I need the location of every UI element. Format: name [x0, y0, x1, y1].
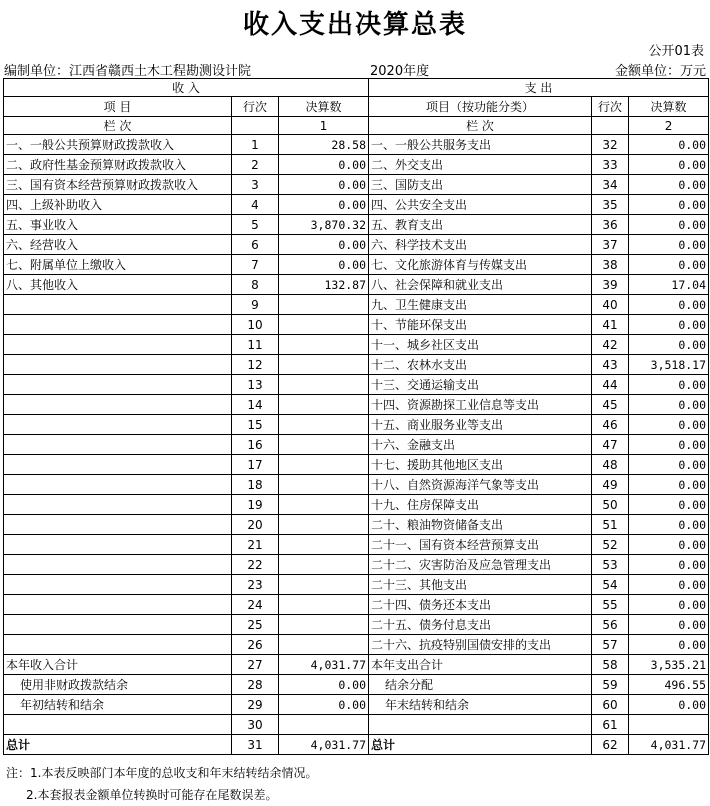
- expense-line-cell: 38: [592, 255, 629, 275]
- expense-item-cell: 八、社会保障和就业支出: [369, 275, 592, 295]
- expense-item-cell: 二十四、债务还本支出: [369, 595, 592, 615]
- income-item-cell: [4, 475, 232, 495]
- expense-amount-cell: 0.00: [629, 175, 709, 195]
- expense-line-cell: 52: [592, 535, 629, 555]
- expense-line-cell: 33: [592, 155, 629, 175]
- table-row: [4, 335, 709, 355]
- income-item-cell: [4, 415, 232, 435]
- income-item-cell: 本年收入合计: [4, 655, 232, 675]
- expense-line-header: 行次: [592, 97, 629, 117]
- table-row: [4, 195, 709, 215]
- expense-item-cell: 三、国防支出: [369, 175, 592, 195]
- income-amount-cell: 0.00: [279, 155, 369, 175]
- income-amount-cell: 28.58: [279, 135, 369, 155]
- expense-line-cell: 44: [592, 375, 629, 395]
- expense-item-cell: 二十五、债务付息支出: [369, 615, 592, 635]
- expense-item-cell: 六、科学技术支出: [369, 235, 592, 255]
- table-row: [4, 675, 709, 695]
- income-line-cell: 29: [232, 695, 279, 715]
- compiling-unit: 编制单位：江西省赣西土木工程勘测设计院: [4, 64, 252, 79]
- income-amount-cell: [279, 595, 369, 615]
- income-amount-cell: [279, 455, 369, 475]
- income-item-header: 项 目: [4, 97, 232, 117]
- expense-amount-cell: 0.00: [629, 295, 709, 315]
- income-line-cell: 18: [232, 475, 279, 495]
- expense-amount-cell: 0.00: [629, 375, 709, 395]
- table-row: [4, 175, 709, 195]
- expense-item-cell: 十六、金融支出: [369, 435, 592, 455]
- expense-amount-cell: 0.00: [629, 255, 709, 275]
- income-line-cell: 15: [232, 415, 279, 435]
- income-item-cell: 总计: [4, 735, 232, 755]
- expense-line-cell: 35: [592, 195, 629, 215]
- expense-line-cell: 58: [592, 655, 629, 675]
- income-item-cell: [4, 575, 232, 595]
- income-item-cell: 三、国有资本经营预算财政拨款收入: [4, 175, 232, 195]
- expense-amount-cell: 0.00: [629, 215, 709, 235]
- income-amount-cell: [279, 715, 369, 735]
- expense-line-cell: 56: [592, 615, 629, 635]
- expense-line-cell: 36: [592, 215, 629, 235]
- table-row: [4, 515, 709, 535]
- expense-item-cell: 五、教育支出: [369, 215, 592, 235]
- income-line-cell: 21: [232, 535, 279, 555]
- summary-table: [3, 78, 709, 755]
- expense-line-cell: 39: [592, 275, 629, 295]
- income-item-cell: [4, 595, 232, 615]
- expense-item-cell: 总计: [369, 735, 592, 755]
- income-item-cell: [4, 335, 232, 355]
- expense-item-cell: 二十三、其他支出: [369, 575, 592, 595]
- income-item-cell: [4, 555, 232, 575]
- income-item-cell: [4, 435, 232, 455]
- expense-amount-cell: 0.00: [629, 135, 709, 155]
- expense-amount-cell: 0.00: [629, 635, 709, 655]
- expense-amount-cell: 0.00: [629, 335, 709, 355]
- income-item-cell: [4, 395, 232, 415]
- expense-item-cell: 十三、交通运输支出: [369, 375, 592, 395]
- table-row: [4, 715, 709, 735]
- income-item-cell: 使用非财政拨款结余: [4, 675, 232, 695]
- income-amount-cell: [279, 475, 369, 495]
- expense-amount-cell: 0.00: [629, 475, 709, 495]
- income-amount-cell: [279, 435, 369, 455]
- notes: [6, 762, 317, 806]
- table-row: [4, 315, 709, 335]
- income-item-cell: 一、一般公共预算财政拨款收入: [4, 135, 232, 155]
- table-row: [4, 395, 709, 415]
- expense-amount-cell: [629, 715, 709, 735]
- table-row: [4, 695, 709, 715]
- expense-amount-cell: 0.00: [629, 595, 709, 615]
- table-row: [4, 615, 709, 635]
- expense-line-cell: 54: [592, 575, 629, 595]
- expense-line-cell: 45: [592, 395, 629, 415]
- income-amount-cell: 4,031.77: [279, 735, 369, 755]
- table-row: [4, 475, 709, 495]
- expense-item-cell: 十九、住房保障支出: [369, 495, 592, 515]
- income-line-cell: 10: [232, 315, 279, 335]
- expense-line-cell: 48: [592, 455, 629, 475]
- expense-line-cell: 46: [592, 415, 629, 435]
- expense-item-cell: 二十一、国有资本经营预算支出: [369, 535, 592, 555]
- income-amount-cell: [279, 495, 369, 515]
- income-line-cell: 14: [232, 395, 279, 415]
- expense-amount-cell: 0.00: [629, 195, 709, 215]
- form-number: 公开01表: [648, 44, 704, 59]
- table-row: [4, 455, 709, 475]
- expense-amount-cell: 0.00: [629, 455, 709, 475]
- income-item-cell: [4, 535, 232, 555]
- income-column-index-label: 栏 次: [4, 117, 232, 135]
- expense-amount-cell: 0.00: [629, 155, 709, 175]
- income-amount-cell: [279, 355, 369, 375]
- expense-amount-cell: 17.04: [629, 275, 709, 295]
- expense-line-index: [592, 117, 629, 135]
- income-line-cell: 2: [232, 155, 279, 175]
- income-item-cell: [4, 615, 232, 635]
- income-line-cell: 25: [232, 615, 279, 635]
- income-amount-cell: [279, 535, 369, 555]
- income-line-cell: 4: [232, 195, 279, 215]
- income-line-cell: 24: [232, 595, 279, 615]
- table-row: [4, 355, 709, 375]
- income-column-number: 1: [279, 117, 369, 135]
- income-item-cell: 四、上级补助收入: [4, 195, 232, 215]
- income-amount-cell: [279, 295, 369, 315]
- expense-amount-cell: 0.00: [629, 495, 709, 515]
- income-line-cell: 23: [232, 575, 279, 595]
- income-line-cell: 17: [232, 455, 279, 475]
- table-row: [4, 435, 709, 455]
- income-amount-cell: [279, 335, 369, 355]
- income-amount-cell: 0.00: [279, 235, 369, 255]
- income-item-cell: [4, 715, 232, 735]
- income-amount-cell: 0.00: [279, 255, 369, 275]
- income-amount-cell: 0.00: [279, 695, 369, 715]
- expense-item-cell: 四、公共安全支出: [369, 195, 592, 215]
- expense-item-cell: 二十六、抗疫特别国债安排的支出: [369, 635, 592, 655]
- expense-item-cell: 十五、商业服务业等支出: [369, 415, 592, 435]
- income-amount-cell: [279, 555, 369, 575]
- expense-line-cell: 49: [592, 475, 629, 495]
- table-row: [4, 215, 709, 235]
- expense-amount-cell: 0.00: [629, 235, 709, 255]
- expense-item-cell: 十、节能环保支出: [369, 315, 592, 335]
- expense-amount-cell: 0.00: [629, 535, 709, 555]
- note-2: 2.本套报表金额单位转换时可能存在尾数误差。: [26, 788, 278, 802]
- income-amount-cell: 0.00: [279, 675, 369, 695]
- table-row: [4, 415, 709, 435]
- expense-line-cell: 62: [592, 735, 629, 755]
- income-item-cell: 七、附属单位上缴收入: [4, 255, 232, 275]
- income-item-cell: [4, 315, 232, 335]
- income-item-cell: [4, 635, 232, 655]
- income-item-cell: [4, 515, 232, 535]
- expense-amount-cell: 3,518.17: [629, 355, 709, 375]
- expense-amount-cell: 0.00: [629, 555, 709, 575]
- income-item-cell: [4, 455, 232, 475]
- income-amount-cell: 4,031.77: [279, 655, 369, 675]
- expense-item-cell: 十二、农林水支出: [369, 355, 592, 375]
- money-unit: 金额单位：万元: [614, 64, 706, 79]
- income-amount-cell: 3,870.32: [279, 215, 369, 235]
- income-amount-cell: [279, 575, 369, 595]
- table-row: [4, 635, 709, 655]
- expense-item-cell: 二、外交支出: [369, 155, 592, 175]
- expense-item-cell: 一、一般公共服务支出: [369, 135, 592, 155]
- note-1: 注：1.本表反映部门本年度的总收支和年末结转结余情况。: [6, 766, 318, 780]
- income-amount-cell: [279, 415, 369, 435]
- income-line-cell: 1: [232, 135, 279, 155]
- report-title: 收入支出决算总表: [242, 10, 467, 40]
- table-row: [4, 375, 709, 395]
- income-amount-cell: [279, 315, 369, 335]
- table-row: [4, 495, 709, 515]
- income-amount-cell: [279, 515, 369, 535]
- income-amount-cell: [279, 395, 369, 415]
- income-item-cell: [4, 295, 232, 315]
- expense-item-cell: 十七、援助其他地区支出: [369, 455, 592, 475]
- fiscal-year: 2020年度: [370, 64, 430, 79]
- expense-column-index-label: 栏 次: [369, 117, 592, 135]
- table-row: [4, 655, 709, 675]
- expense-amount-cell: 0.00: [629, 315, 709, 335]
- expense-line-cell: 53: [592, 555, 629, 575]
- expense-line-cell: 59: [592, 675, 629, 695]
- income-line-cell: 5: [232, 215, 279, 235]
- expense-line-cell: 51: [592, 515, 629, 535]
- income-line-cell: 30: [232, 715, 279, 735]
- income-line-cell: 16: [232, 435, 279, 455]
- income-item-cell: 六、经营收入: [4, 235, 232, 255]
- table-row: [4, 555, 709, 575]
- expense-item-header: 项目（按功能分类）: [369, 97, 592, 117]
- expense-amount-cell: 0.00: [629, 395, 709, 415]
- income-item-cell: [4, 355, 232, 375]
- income-item-cell: [4, 375, 232, 395]
- income-line-cell: 26: [232, 635, 279, 655]
- income-item-cell: 二、政府性基金预算财政拨款收入: [4, 155, 232, 175]
- expense-item-cell: 年末结转和结余: [369, 695, 592, 715]
- expense-item-cell: 十四、资源勘探工业信息等支出: [369, 395, 592, 415]
- expense-line-cell: 60: [592, 695, 629, 715]
- expense-item-cell: 本年支出合计: [369, 655, 592, 675]
- expense-line-cell: 34: [592, 175, 629, 195]
- table-row: [4, 535, 709, 555]
- expense-line-cell: 40: [592, 295, 629, 315]
- income-amount-cell: 0.00: [279, 195, 369, 215]
- income-line-cell: 8: [232, 275, 279, 295]
- expense-column-number: 2: [629, 117, 709, 135]
- income-item-cell: 五、事业收入: [4, 215, 232, 235]
- income-line-cell: 7: [232, 255, 279, 275]
- income-amount-cell: [279, 635, 369, 655]
- income-amount-cell: 132.87: [279, 275, 369, 295]
- expense-line-cell: 50: [592, 495, 629, 515]
- expense-amount-cell: 0.00: [629, 415, 709, 435]
- expense-section-header: 支 出: [369, 79, 709, 97]
- expense-item-cell: 二十、粮油物资储备支出: [369, 515, 592, 535]
- income-section-header: 收 入: [4, 79, 369, 97]
- table-row: [4, 235, 709, 255]
- income-line-cell: 31: [232, 735, 279, 755]
- income-item-cell: 八、其他收入: [4, 275, 232, 295]
- income-line-cell: 19: [232, 495, 279, 515]
- expense-amount-cell: 496.55: [629, 675, 709, 695]
- table-row: [4, 575, 709, 595]
- expense-amount-cell: 0.00: [629, 515, 709, 535]
- income-line-cell: 27: [232, 655, 279, 675]
- income-line-cell: 6: [232, 235, 279, 255]
- income-line-cell: 13: [232, 375, 279, 395]
- income-amount-cell: [279, 375, 369, 395]
- expense-amount-header: 决算数: [629, 97, 709, 117]
- income-amount-cell: 0.00: [279, 175, 369, 195]
- expense-line-cell: 55: [592, 595, 629, 615]
- income-item-cell: 年初结转和结余: [4, 695, 232, 715]
- income-line-cell: 22: [232, 555, 279, 575]
- expense-line-cell: 37: [592, 235, 629, 255]
- expense-item-cell: 十八、自然资源海洋气象等支出: [369, 475, 592, 495]
- expense-item-cell: 十一、城乡社区支出: [369, 335, 592, 355]
- expense-amount-cell: 0.00: [629, 435, 709, 455]
- income-line-header: 行次: [232, 97, 279, 117]
- expense-line-cell: 43: [592, 355, 629, 375]
- income-line-cell: 11: [232, 335, 279, 355]
- table-row: [4, 295, 709, 315]
- income-line-cell: 3: [232, 175, 279, 195]
- expense-item-cell: 二十二、灾害防治及应急管理支出: [369, 555, 592, 575]
- income-amount-header: 决算数: [279, 97, 369, 117]
- expense-amount-cell: 0.00: [629, 575, 709, 595]
- income-item-cell: [4, 495, 232, 515]
- expense-amount-cell: 3,535.21: [629, 655, 709, 675]
- table-row: [4, 735, 709, 755]
- expense-line-cell: 61: [592, 715, 629, 735]
- expense-item-cell: 七、文化旅游体育与传媒支出: [369, 255, 592, 275]
- expense-line-cell: 57: [592, 635, 629, 655]
- income-line-cell: 9: [232, 295, 279, 315]
- income-amount-cell: [279, 615, 369, 635]
- expense-amount-cell: 0.00: [629, 615, 709, 635]
- income-line-cell: 28: [232, 675, 279, 695]
- expense-line-cell: 47: [592, 435, 629, 455]
- expense-item-cell: 结余分配: [369, 675, 592, 695]
- table-row: [4, 135, 709, 155]
- table-row: [4, 595, 709, 615]
- table-row: [4, 275, 709, 295]
- expense-line-cell: 32: [592, 135, 629, 155]
- expense-amount-cell: 0.00: [629, 695, 709, 715]
- income-line-cell: 20: [232, 515, 279, 535]
- expense-amount-cell: 4,031.77: [629, 735, 709, 755]
- income-line-cell: 12: [232, 355, 279, 375]
- income-line-index: [232, 117, 279, 135]
- expense-line-cell: 42: [592, 335, 629, 355]
- table-row: [4, 155, 709, 175]
- expense-line-cell: 41: [592, 315, 629, 335]
- expense-item-cell: 九、卫生健康支出: [369, 295, 592, 315]
- table-row: [4, 255, 709, 275]
- expense-item-cell: [369, 715, 592, 735]
